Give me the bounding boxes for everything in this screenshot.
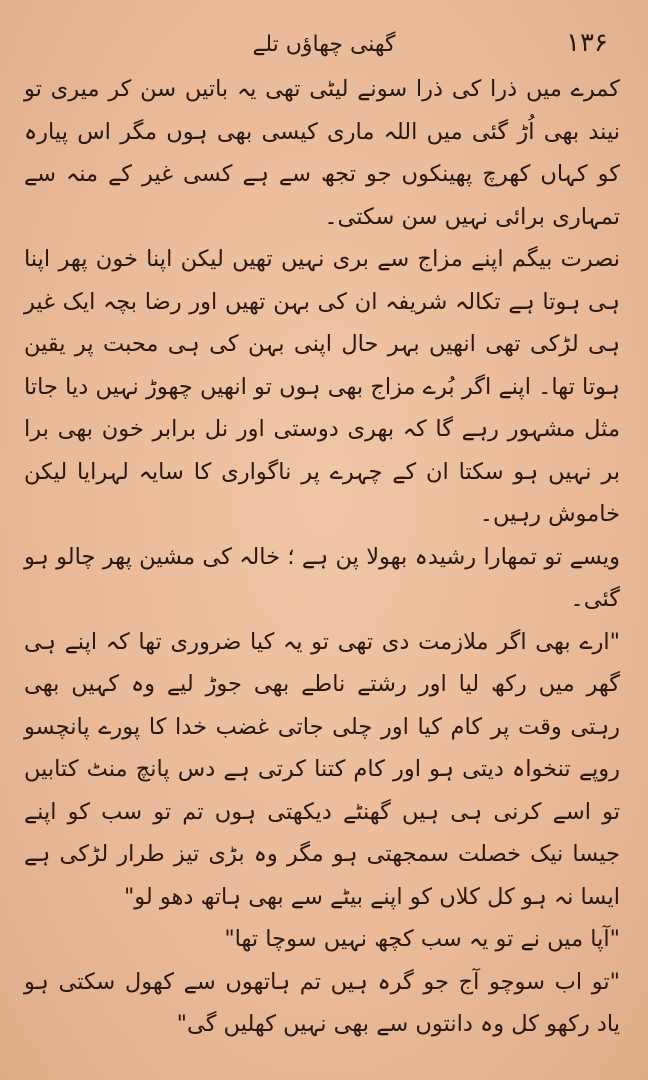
paragraph-4: "ارے بھی اگر ملازمت دی تھی تو یہ کیا ضروری تھا کہ اپنے ہی گھر میں رکھ لیا اور رشتے ناطے بھی جوڑ لیے وہ کہیں بھی رہتی وقت پر کام کیا اور چلی جاتی غضب خدا کا پورے پانچسو روپے تنخواہ دیتی ہو اور کام کتنا کرتی ہے دس پانچ منٹ کتابیں تو اسے کرنی ہی ہیں گھنٹے دیکھتی ہوں تم تو سب کو اپنے جیسا نیک خصلت سمجھتی ہو مگر وہ بڑی تیز طرار لڑکی ہے ایسا نہ ہو کل کلاں کو اپنے بیٹے سے بھی ہاتھ دھو لو" <box>24 628 620 910</box>
page-number: ۱۳۶ <box>566 28 608 58</box>
paragraph-1: کمرے میں ذرا کی ذرا سونے لیٹی تھی یہ باتیں سن کر میری تو نیند بھی اُڑ گئی میں اللہ ماری کیسی بھی ہوں مگر اس پیارہ کو کہاں کھرچ پھینکوں جو تجھ سے ہے کسی غیر کے منہ سے تمہاری برائی نہیں سن سکتی۔ <box>24 76 620 230</box>
paragraph-5: "آپا میں نے تو یہ سب کچھ نہیں سوچا تھا" <box>224 926 620 952</box>
running-title: گھنی چھاؤں تلے <box>252 32 396 57</box>
paragraph-3: ویسے تو تمھارا رشیدہ بھولا پن ہے ؛ خالہ کی مشین پھر چالو ہو گئی۔ <box>24 543 620 612</box>
body-text <box>24 68 620 1040</box>
page-header <box>40 28 608 64</box>
paragraph-6: "تو اب سوچو آج جو گرہ ہیں تم ہاتھوں سے کھول سکتی ہو یاد رکھو کل وہ دانتوں سے بھی نہیں کھلیں گی" <box>24 968 620 1037</box>
paragraph-2: نصرت بیگم اپنے مزاج سے بری نہیں تھیں لیکن اپنا خون پھر اپنا ہی ہوتا ہے تکالہ شریفہ ان کی بہن تھیں اور رضا بچہ ایک غیر ہی لڑکی تھی انھیں بہر حال اپنی بہن کی ہی محبت پر یقین ہوتا تھا۔ اپنے اگر بُرے مزاج بھی ہوں تو انھیں چھوڑ نہیں دیا جاتا مثل مشہور رہے گا کہ بھری دوستی اور نل برابر خون بھی برا بر نہیں ہو سکتا ان کے چہرے پر ناگواری کا سایہ لہرایا لیکن خاموش رہیں۔ <box>24 246 620 527</box>
